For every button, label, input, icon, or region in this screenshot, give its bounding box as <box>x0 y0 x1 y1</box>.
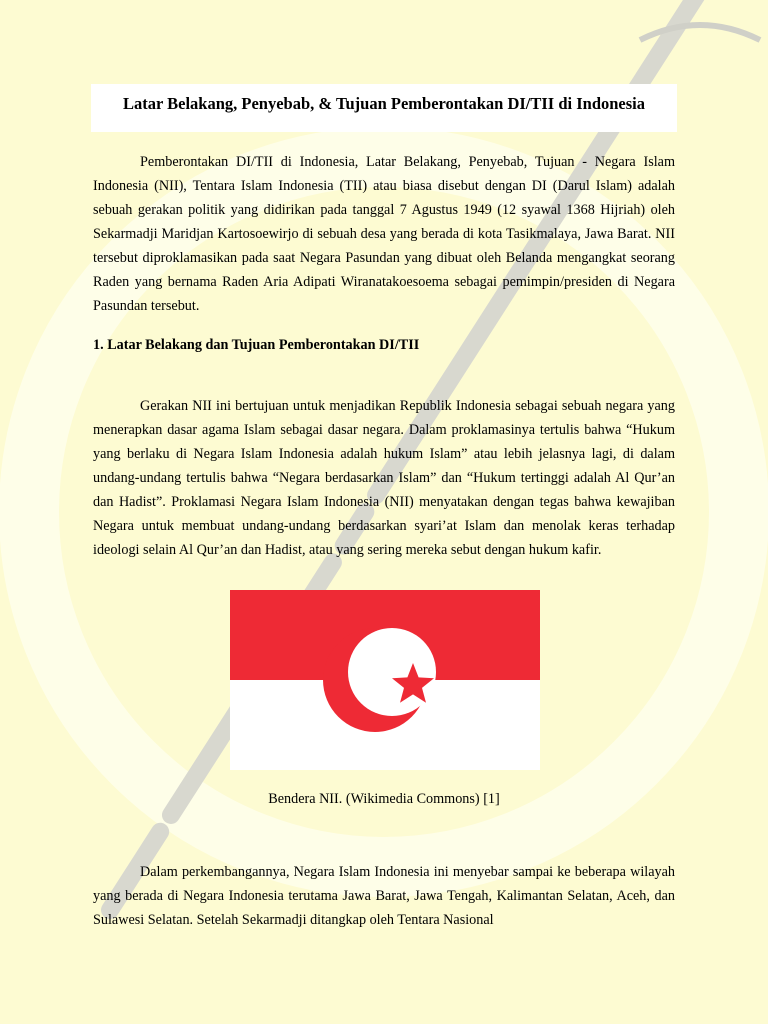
figure-caption: Bendera NII. (Wikimedia Commons) [1] <box>268 791 500 807</box>
section-heading: 1. Latar Belakang dan Tujuan Pemberontakan DI/TII <box>93 337 420 353</box>
document-title: Latar Belakang, Penyebab, & Tujuan Pemberontakan DI/TII di Indonesia <box>122 94 645 113</box>
paragraph-goals: Gerakan NII ini bertujuan untuk menjadikan Republik Indonesia sebagai sebuah negara yang menerapkan dasar agama Islam sebagai dasar negara. Dalam proklamasinya tertulis bahwa “Hukum yang berlaku di Negara Islam Indonesia adalah hukum Islam” atau lebih jelasnya lagi, di dalam undang-undang tertulis bahwa “Negara berdasarkan Islam” dan “Hukum tertinggi adalah Al Qur’an dan Hadist”. Proklamasi Negara Islam Indonesia (NII) menyatakan dengan tegas bahwa kewajiban Negara untuk membuat undang-undang berdasarkan syari’at Islam dan menolak keras terhadap ideologi selain Al Qur’an dan Hadist, atau yang sering mereka sebut dengan hukum kafir. <box>93 398 675 558</box>
paragraph-development: Dalam perkembangannya, Negara Islam Indonesia ini menyebar sampai ke beberapa wilayah yang berada di Negara Indonesia terutama Jawa Barat, Jawa Tengah, Kalimantan Selatan, Aceh, dan Sulawesi Selatan. Setelah Sekarmadji ditangkap oleh Tentara Nasional <box>93 864 675 928</box>
nii-flag-image <box>230 590 540 770</box>
paragraph-intro: Pemberontakan DI/TII di Indonesia, Latar Belakang, Penyebab, Tujuan - Negara Islam Indonesia (NII), Tentara Islam Indonesia (TII) atau biasa disebut dengan DI (Darul Islam) adalah sebuah gerakan politik yang didirikan pada tanggal 7 Agustus 1949 (12 syawal 1368 Hijriah) oleh Sekarmadji Maridjan Kartosoewirjo di sebuah desa yang berada di kota Tasikmalaya, Jawa Barat. NII tersebut diproklamasikan pada saat Negara Pasundan yang dibuat oleh Belanda mengangkat seorang Raden yang bernama Raden Aria Adipati Wiranatakoesoema sebagai pemimpin/presiden di Negara Pasundan tersebut. <box>93 154 675 314</box>
